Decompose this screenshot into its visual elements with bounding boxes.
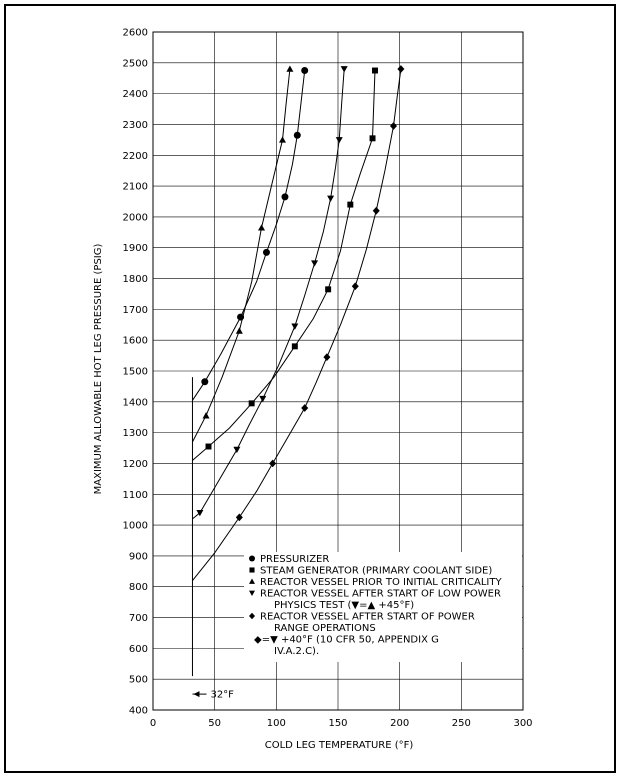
marker-triangle-down — [341, 66, 348, 72]
marker-triangle-down — [291, 324, 298, 330]
marker-triangle-down — [233, 447, 240, 453]
marker-triangle-down — [336, 137, 343, 143]
series-line — [193, 69, 290, 442]
y-tick-label: 1500 — [122, 366, 148, 378]
y-tick-label: 2100 — [122, 181, 148, 193]
marker-square — [249, 400, 255, 406]
marker-circle — [237, 314, 244, 321]
marker-triangle-up — [236, 327, 243, 333]
marker-square — [370, 135, 376, 141]
y-tick-label: 2000 — [122, 212, 148, 224]
marker-triangle-up — [279, 136, 286, 142]
marker-diamond — [269, 460, 276, 468]
marker-square — [206, 444, 212, 450]
y-tick-label: 1000 — [122, 520, 148, 532]
y-tick-label: 1300 — [122, 428, 148, 440]
marker-square — [372, 68, 378, 74]
reference-arrowhead — [193, 691, 199, 697]
y-tick-label: 2400 — [122, 89, 148, 101]
series-line — [193, 71, 305, 401]
x-axis-label: COLD LEG TEMPERATURE (°F) — [264, 740, 414, 751]
y-tick-label: 1200 — [122, 458, 148, 470]
marker-circle — [201, 378, 208, 385]
y-axis-label: MAXIMUM ALLOWABLE HOT LEG PRESSURE (PSIG) — [93, 243, 104, 495]
y-tick-label: 800 — [128, 582, 148, 594]
y-tick-label: 2200 — [122, 150, 148, 162]
marker-square — [292, 343, 298, 349]
legend-entry-text: STEAM GENERATOR (PRIMARY COOLANT SIDE) — [260, 565, 493, 577]
y-tick-label: 1400 — [122, 397, 148, 409]
marker-triangle-down — [311, 260, 318, 266]
x-tick-label: 300 — [513, 718, 533, 729]
x-tick-label: 250 — [451, 718, 471, 729]
series-line — [193, 69, 345, 519]
y-tick-label: 400 — [128, 705, 148, 717]
marker-circle — [249, 556, 255, 562]
marker-diamond — [301, 404, 308, 412]
marker-triangle-down — [259, 396, 266, 402]
marker-circle — [281, 193, 288, 200]
legend-entry-text: ◆=▼ +40°F (10 CFR 50, APPENDIX G — [254, 634, 439, 646]
legend — [244, 552, 522, 662]
marker-circle — [301, 67, 308, 74]
marker-triangle-up — [286, 65, 293, 71]
marker-square — [347, 202, 353, 208]
y-tick-label: 600 — [128, 643, 148, 655]
y-tick-label: 500 — [128, 674, 148, 686]
legend-entry-text: REACTOR VESSEL AFTER START OF LOW POWER — [260, 588, 501, 600]
marker-circle — [294, 132, 301, 139]
marker-square — [325, 286, 331, 292]
marker-diamond — [323, 353, 330, 361]
x-tick-label: 150 — [328, 718, 348, 729]
marker-circle — [263, 249, 270, 256]
x-tick-label: 50 — [208, 718, 222, 729]
y-tick-label: 1700 — [122, 304, 148, 316]
y-tick-label: 1800 — [122, 274, 148, 286]
x-tick-label: 200 — [390, 718, 410, 729]
marker-triangle-up — [203, 412, 210, 418]
marker-diamond — [352, 282, 359, 290]
x-tick-label: 0 — [149, 718, 157, 729]
legend-entry-text: REACTOR VESSEL AFTER START OF POWER — [260, 611, 475, 623]
reference-label: 32°F — [210, 689, 234, 701]
y-tick-label: 2300 — [122, 119, 148, 131]
y-tick-label: 1600 — [122, 335, 148, 347]
legend-entry-text: PRESSURIZER — [260, 554, 330, 565]
legend-entry-text: PHYSICS TEST (▼=▲ +45°F) — [274, 600, 415, 611]
marker-diamond — [373, 207, 380, 215]
marker-triangle-up — [258, 224, 265, 230]
x-tick-label: 100 — [266, 718, 286, 729]
y-tick-label: 1100 — [122, 489, 148, 501]
marker-triangle-down — [327, 196, 334, 202]
y-tick-label: 700 — [128, 613, 148, 625]
marker-square — [249, 567, 254, 572]
y-tick-label: 2500 — [122, 58, 148, 70]
legend-entry-text: RANGE OPERATIONS — [274, 623, 376, 634]
y-tick-label: 1900 — [122, 243, 148, 255]
marker-diamond — [390, 122, 397, 130]
legend-entry-text: REACTOR VESSEL PRIOR TO INITIAL CRITICALITY — [260, 577, 502, 588]
marker-diamond — [397, 65, 404, 73]
y-tick-label: 2600 — [122, 27, 148, 39]
legend-entry-text: IV.A.2.C). — [274, 646, 320, 657]
reference-line — [192, 377, 234, 700]
series-markers — [196, 65, 404, 521]
y-tick-label: 900 — [128, 551, 148, 563]
